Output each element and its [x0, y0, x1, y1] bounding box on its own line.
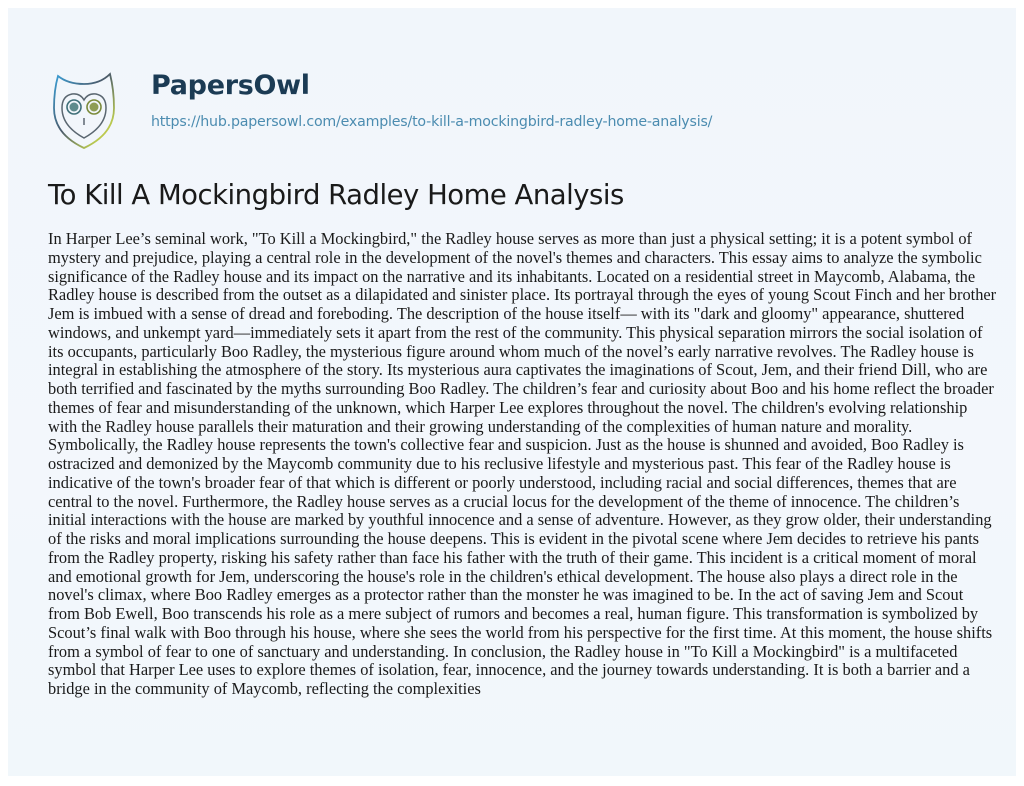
page-card [8, 8, 1016, 776]
text-line: with the Radley house parallels their maturation and their growing understanding of the complexities of human nature and morality. [48, 416, 913, 436]
text-line: both terrified and fascinated by the myths surrounding Boo Radley. The children’s fear and curiosity about Boo and his home reflect the broader [48, 379, 994, 398]
text-line: novel's climax, where Boo Radley emerges as a protector rather than the monster he was imagined to be. In the act of saving Jem and Scout [48, 585, 964, 605]
brand-name[interactable]: PapersOwl [151, 70, 310, 101]
text-line: windows, and unkempt yard—immediately sets it apart from the rest of the community. This physical separation mirrors the social isolation of [48, 322, 983, 342]
text-line: indicative of the town's broader fear of that which is different or poorly understood, including racial and social differences, themes that are [48, 472, 957, 492]
text-line: of the risks and moral implications surrounding the house deepens. This is evident in the pivotal scene where Jem decides to retrieve his pants [48, 529, 980, 548]
owl-logo-icon[interactable] [48, 68, 120, 152]
text-line: its occupants, particularly Boo Radley, the mysterious figure around whom much of the novel’s early narrative revolves. The Radley house is [48, 341, 974, 361]
document-title: To Kill A Mockingbird Radley Home Analysis [48, 179, 624, 211]
text-line: initial interactions with the house are marked by youthful innocence and a sense of adventure. However, as they grow older, their understanding [48, 510, 992, 530]
text-line: In Harper Lee’s seminal work, "To Kill a Mockingbird," the Radley house serves as more than just a physical setting; it is a potent symbol of [48, 229, 972, 248]
text-line: from Bob Ewell, Boo transcends his role as a mere subject of rumors and becomes a real, human figure. This transformation is symbolized by [48, 604, 979, 623]
text-line: ostracized and demonized by the Maycomb community due to his reclusive lifestyle and mysterious past. This fear of the Radley house is [48, 454, 951, 473]
text-line: integral in establishing the atmosphere of the story. Its mysterious aura captivates the imaginations of Scout, Jem, and their friend Dill, who are [48, 360, 988, 380]
text-line: central to the novel. Furthermore, the Radley house serves as a crucial locus for the development of the theme of innocence. The children’s [48, 491, 960, 511]
essay-body [48, 229, 997, 699]
text-line: Scout’s final walk with Boo through his house, where she sees the world from his perspective for the first time. At this moment, the house shifts [48, 622, 993, 642]
text-line: Radley house is described from the outset as a dilapidated and sinister place. Its portrayal through the eyes of young Scout Finch and her brother [48, 285, 997, 305]
text-line: from a symbol of fear to one of sanctuary and understanding. In conclusion, the Radley house in "To Kill a Mockingbird" is a multifaceted [48, 641, 958, 661]
text-line: bridge in the community of Maycomb, reflecting the complexities [48, 679, 481, 698]
text-line: symbol that Harper Lee uses to explore themes of isolation, fear, innocence, and the journey towards understanding. It is both a barrier and a [48, 660, 970, 680]
text-line: themes of fear and misunderstanding of the unknown, which Harper Lee explores throughout the novel. The children's evolving relationship [48, 397, 968, 417]
text-line: Symbolically, the Radley house represents the town's collective fear and suspicion. Just as the house is shunned and avoided, Boo Radley is [48, 435, 964, 455]
text-line: and emotional growth for Jem, underscoring the house's role in the children's ethical development. The house also plays a direct role in the [48, 566, 958, 586]
page-url[interactable]: https://hub.papersowl.com/examples/to-kill-a-mockingbird-radley-home-analysis/ [151, 114, 713, 130]
text-line: mystery and prejudice, playing a central role in the development of the novel's themes and characters. This essay aims to analyze the symbolic [48, 247, 982, 267]
site-header [8, 8, 1016, 156]
text-line: significance of the Radley house and its impact on the narrative and its inhabitants. Located on a residential street in Maycomb, Alabama, the [48, 266, 976, 286]
text-line: Jem is imbued with a sense of dread and foreboding. The description of the house itself— with its "dark and gloomy" appearance, shuttered [48, 304, 965, 323]
text-line: from the Radley property, risking his safety rather than face his father with the truth of their game. This incident is a critical moment of moral [48, 547, 977, 567]
